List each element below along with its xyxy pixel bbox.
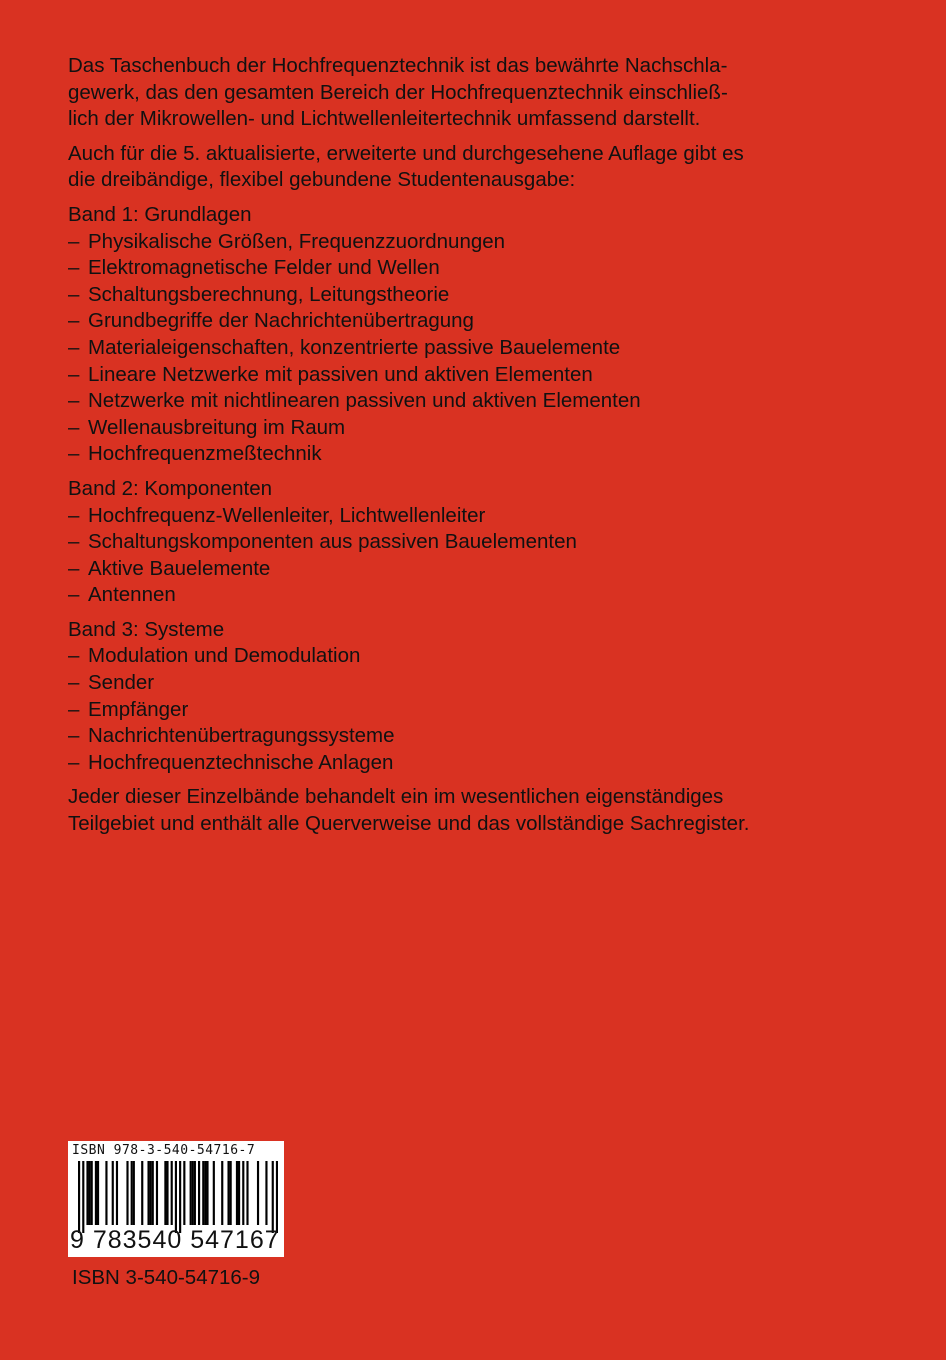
dash-marker: – (68, 583, 80, 607)
list-item: – Schaltungskomponenten aus passiven Bauelementen (68, 529, 898, 556)
barcode-bar (152, 1161, 154, 1225)
list-item: – Hochfrequenzmeßtechnik (68, 441, 898, 468)
barcode-bar (133, 1161, 135, 1225)
barcode-bar (95, 1161, 97, 1225)
dash-marker: – (68, 309, 80, 333)
intro-line: gewerk, das den gesamten Bereich der Hochfrequenztechnik einschließ- (68, 80, 728, 104)
barcode-bar (141, 1161, 143, 1225)
barcode-bar (147, 1161, 149, 1225)
dash-marker: – (68, 415, 80, 439)
dash-marker: – (68, 335, 80, 359)
barcode-bar (166, 1161, 168, 1225)
barcode-bar (164, 1161, 166, 1225)
barcode-bar (97, 1161, 99, 1225)
intro-line: Das Taschenbuch der Hochfrequenztechnik ist das bewährte Nachschla- (68, 54, 728, 77)
band-3-list (68, 643, 898, 776)
barcode-bar (89, 1161, 91, 1225)
dash-marker: – (68, 724, 80, 748)
barcode-bar (227, 1161, 229, 1225)
list-item: – Materialeigenschaften, konzentrierte passive Bauelemente (68, 335, 898, 362)
list-item: – Schaltungsberechnung, Leitungstheorie (68, 282, 898, 309)
dash-marker: – (68, 750, 80, 774)
band-2-heading: Band 2: Komponenten (68, 476, 273, 500)
band-1-heading: Band 1: Grundlagen (68, 202, 252, 226)
barcode-bar (112, 1161, 114, 1225)
dash-marker: – (68, 362, 80, 386)
list-item: – Nachrichtenübertragungssysteme (68, 723, 898, 750)
closing-line: Jeder dieser Einzelbände behandelt ein im wesentlichen eigenständiges (68, 785, 724, 809)
barcode-bar (213, 1161, 215, 1225)
dash-marker: – (68, 530, 80, 554)
list-item: – Hochfrequenztechnische Anlagen (68, 750, 898, 777)
barcode (68, 1141, 284, 1257)
barcode-bar (202, 1161, 204, 1225)
list-item: – Sender (68, 670, 898, 697)
list-item: – Hochfrequenz-Wellenleiter, Lichtwellenleiter (68, 503, 898, 530)
barcode-bar (105, 1161, 107, 1225)
dash-marker: – (68, 229, 80, 253)
barcode-bar (221, 1161, 223, 1225)
dash-marker: – (68, 644, 80, 668)
dash-marker: – (68, 503, 80, 527)
barcode-bar (265, 1161, 267, 1225)
list-item: – Empfänger (68, 697, 898, 724)
barcode-digits: 9 783540 547167 (70, 1226, 280, 1254)
edition-line: Auch für die 5. aktualisierte, erweiterte und durchgesehene Auflage gibt es (68, 141, 744, 165)
barcode-bar (86, 1161, 88, 1225)
barcode-bar (242, 1161, 244, 1225)
barcode-bar (238, 1161, 240, 1225)
dash-marker: – (68, 697, 80, 721)
barcode-bar (198, 1161, 200, 1225)
list-item: – Grundbegriffe der Nachrichtenübertragung (68, 308, 898, 335)
band-2-list (68, 503, 898, 609)
band-1-list (68, 229, 898, 468)
intro-line: lich der Mikrowellen- und Lichtwellenleitertechnik umfassend darstellt. (68, 107, 701, 131)
barcode-bar (126, 1161, 128, 1225)
intro-paragraph (68, 53, 898, 133)
dash-marker: – (68, 256, 80, 280)
barcode-bar (179, 1161, 181, 1233)
back-cover-text (68, 53, 898, 846)
edition-paragraph (68, 141, 898, 194)
edition-line: die dreibändige, flexibel gebundene Studentenausgabe: (68, 168, 576, 192)
barcode-bar (156, 1161, 158, 1225)
barcode-bars (78, 1161, 278, 1233)
barcode-bar (230, 1161, 232, 1225)
dash-marker: – (68, 442, 80, 466)
list-item: – Wellenausbreitung im Raum (68, 415, 898, 442)
barcode-isbn13-label: ISBN 978-3-540-54716-7 (72, 1143, 256, 1158)
barcode-bar (236, 1161, 238, 1225)
isbn-10: ISBN 3-540-54716-9 (72, 1266, 261, 1289)
barcode-bar (272, 1161, 274, 1233)
barcode-bar (150, 1161, 152, 1225)
closing-paragraph (68, 784, 898, 837)
list-item: – Aktive Bauelemente (68, 556, 898, 583)
band-3-heading: Band 3: Systeme (68, 617, 225, 641)
barcode-bar (276, 1161, 278, 1233)
list-item: – Lineare Netzwerke mit passiven und aktiven Elementen (68, 362, 898, 389)
list-item: – Physikalische Größen, Frequenzzuordnungen (68, 229, 898, 256)
barcode-bar (116, 1161, 118, 1225)
barcode-bar (183, 1161, 185, 1225)
barcode-bar (204, 1161, 206, 1225)
barcode-bar (190, 1161, 192, 1225)
list-item: – Netzwerke mit nichtlinearen passiven und aktiven Elementen (68, 388, 898, 415)
barcode-bar (91, 1161, 93, 1225)
list-item: – Modulation und Demodulation (68, 643, 898, 670)
list-item: – Elektromagnetische Felder und Wellen (68, 255, 898, 282)
dash-marker: – (68, 389, 80, 413)
barcode-bar (257, 1161, 259, 1225)
dash-marker: – (68, 556, 80, 580)
dash-marker: – (68, 671, 80, 695)
barcode-bar (194, 1161, 196, 1225)
barcode-bar (82, 1161, 84, 1233)
barcode-bar (246, 1161, 248, 1225)
list-item: – Antennen (68, 582, 898, 609)
dash-marker: – (68, 282, 80, 306)
barcode-bar (192, 1161, 194, 1225)
barcode-bar (131, 1161, 133, 1225)
barcode-bar (175, 1161, 177, 1233)
barcode-bar (171, 1161, 173, 1225)
barcode-bar (206, 1161, 208, 1225)
barcode-bar (78, 1161, 80, 1233)
closing-line: Teilgebiet und enthält alle Querverweise und das vollständige Sachregister. (68, 812, 750, 836)
